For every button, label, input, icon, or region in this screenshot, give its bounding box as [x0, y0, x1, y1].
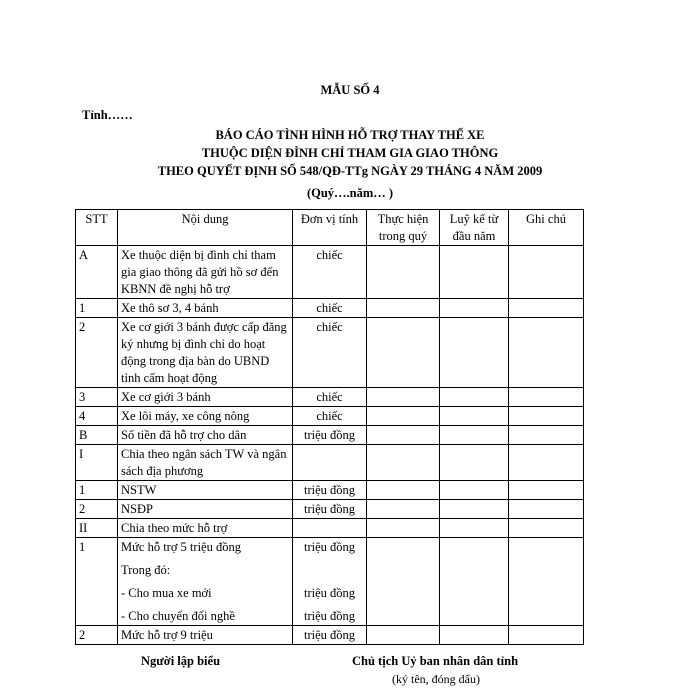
- cell-year-to-date[interactable]: [440, 445, 509, 481]
- chairman-label: Chủ tịch Uỷ ban nhân dân tỉnh: [352, 654, 519, 668]
- row-content-line: Trong đó:: [121, 563, 171, 577]
- cell-year-to-date[interactable]: [440, 299, 509, 318]
- row-stt: 1: [76, 481, 118, 500]
- header-notes: Ghi chú: [509, 210, 584, 246]
- row-stt: 1: [76, 299, 118, 318]
- cell-in-quarter[interactable]: [367, 388, 440, 407]
- row-content: [118, 500, 293, 519]
- table-header-row: [76, 210, 584, 246]
- row-content-line: Số tiền đã hỗ trợ cho dân: [121, 428, 247, 442]
- row-unit-line: chiếc: [316, 320, 343, 334]
- row-stt: 3: [76, 388, 118, 407]
- cell-year-to-date[interactable]: [440, 519, 509, 538]
- cell-notes[interactable]: [509, 538, 584, 626]
- cell-in-quarter[interactable]: [367, 318, 440, 388]
- row-content: [118, 481, 293, 500]
- cell-notes[interactable]: [509, 246, 584, 299]
- cell-notes[interactable]: [509, 299, 584, 318]
- row-stt: B: [76, 426, 118, 445]
- table-row: [76, 445, 584, 481]
- cell-in-quarter[interactable]: [367, 426, 440, 445]
- cell-notes[interactable]: [509, 318, 584, 388]
- row-content-line: Xe cơ giới 3 bánh: [121, 390, 211, 404]
- row-unit: [293, 407, 367, 426]
- table-row: [76, 299, 584, 318]
- cell-notes[interactable]: [509, 407, 584, 426]
- row-unit-line: triệu đồng: [303, 628, 356, 642]
- row-unit-line: triệu đồng: [303, 428, 356, 442]
- row-content: [118, 538, 293, 626]
- row-unit-line: chiếc: [316, 409, 343, 423]
- row-content: [118, 407, 293, 426]
- header-stt: STT: [76, 210, 118, 246]
- row-unit-line: chiếc: [316, 301, 343, 315]
- cell-in-quarter[interactable]: [367, 538, 440, 626]
- row-unit-line: [296, 562, 363, 579]
- cell-in-quarter[interactable]: [367, 519, 440, 538]
- row-unit-line: triệu đồng: [303, 502, 356, 516]
- row-content-line: - Cho chuyển đổi nghề: [121, 609, 235, 623]
- cell-year-to-date[interactable]: [440, 481, 509, 500]
- row-unit: [293, 500, 367, 519]
- cell-notes[interactable]: [509, 426, 584, 445]
- row-stt: A: [76, 246, 118, 299]
- row-unit: [293, 519, 367, 538]
- cell-in-quarter[interactable]: [367, 481, 440, 500]
- row-unit: [293, 445, 367, 481]
- row-content: [118, 626, 293, 645]
- row-content-line: - Cho mua xe mới: [121, 586, 212, 600]
- row-unit-line: [296, 520, 363, 537]
- row-content-line: Xe thuộc diện bị đình chỉ tham gia giao thông đã gửi hồ sơ đến KBNN đề nghị hỗ trợ: [121, 248, 279, 296]
- row-unit: [293, 299, 367, 318]
- row-content-line: NSĐP: [121, 502, 153, 516]
- cell-in-quarter[interactable]: [367, 299, 440, 318]
- row-content: [118, 246, 293, 299]
- row-unit-line: triệu đồng: [303, 609, 356, 623]
- row-content-line: Chia theo ngân sách TW và ngân sách địa phương: [121, 447, 287, 478]
- cell-notes[interactable]: [509, 445, 584, 481]
- row-content-line: Chia theo mức hỗ trợ: [121, 521, 228, 535]
- table-row: [76, 538, 584, 626]
- row-stt: 1: [76, 538, 118, 626]
- row-stt: 4: [76, 407, 118, 426]
- report-title-line-3: THEO QUYẾT ĐỊNH SỐ 548/QĐ-TTg NGÀY 29 THÁNG 4 NĂM 2009: [157, 164, 543, 178]
- report-table: [75, 209, 584, 645]
- row-stt: II: [76, 519, 118, 538]
- cell-in-quarter[interactable]: [367, 626, 440, 645]
- row-unit: [293, 538, 367, 626]
- row-stt: 2: [76, 500, 118, 519]
- row-stt: I: [76, 445, 118, 481]
- form-number: MẪU SỐ 4: [320, 83, 380, 97]
- report-title-line-2: THUỘC DIỆN ĐÌNH CHỈ THAM GIA GIAO THÔNG: [201, 146, 499, 160]
- table-row: [76, 407, 584, 426]
- cell-year-to-date[interactable]: [440, 407, 509, 426]
- row-unit-line: [296, 446, 363, 463]
- row-unit: [293, 626, 367, 645]
- row-unit: [293, 318, 367, 388]
- cell-year-to-date[interactable]: [440, 500, 509, 519]
- row-content-line: Mức hỗ trợ 5 triệu đồng: [121, 540, 241, 554]
- table-row: [76, 318, 584, 388]
- table-row: [76, 626, 584, 645]
- row-content: [118, 519, 293, 538]
- cell-year-to-date[interactable]: [440, 626, 509, 645]
- table-row: [76, 481, 584, 500]
- table-row: [76, 388, 584, 407]
- report-period: (Quý….năm… ): [306, 186, 394, 200]
- preparer-label: Người lập biểu: [141, 654, 221, 668]
- chairman-note: (ký tên, đóng dấu): [392, 672, 480, 686]
- row-content: [118, 388, 293, 407]
- cell-notes[interactable]: [509, 500, 584, 519]
- report-title-line-1: BÁO CÁO TÌNH HÌNH HỖ TRỢ THAY THẾ XE: [215, 128, 485, 142]
- row-unit-line: chiếc: [316, 248, 343, 262]
- row-unit: [293, 388, 367, 407]
- row-content-line: Mức hỗ trợ 9 triệu: [121, 628, 213, 642]
- cell-notes[interactable]: [509, 481, 584, 500]
- row-content-line: Xe lôi máy, xe công nông: [121, 409, 250, 423]
- table-row: [76, 519, 584, 538]
- cell-in-quarter[interactable]: [367, 445, 440, 481]
- row-unit: [293, 426, 367, 445]
- cell-year-to-date[interactable]: [440, 538, 509, 626]
- header-in-quarter: Thực hiện trong quý: [367, 210, 440, 246]
- row-unit-line: triệu đồng: [303, 483, 356, 497]
- cell-year-to-date[interactable]: [440, 318, 509, 388]
- row-stt: 2: [76, 318, 118, 388]
- cell-year-to-date[interactable]: [440, 426, 509, 445]
- cell-year-to-date[interactable]: [440, 388, 509, 407]
- row-unit-line: triệu đồng: [303, 540, 356, 554]
- row-unit-line: triệu đồng: [303, 586, 356, 600]
- cell-year-to-date[interactable]: [440, 246, 509, 299]
- header-unit: Đơn vị tính: [293, 210, 367, 246]
- cell-notes[interactable]: [509, 519, 584, 538]
- row-content: [118, 318, 293, 388]
- row-content: [118, 299, 293, 318]
- row-content: [118, 445, 293, 481]
- table-row: [76, 426, 584, 445]
- row-content-line: NSTW: [121, 483, 157, 497]
- province-label: Tỉnh……: [82, 108, 133, 122]
- cell-notes[interactable]: [509, 626, 584, 645]
- row-stt: 2: [76, 626, 118, 645]
- row-content: [118, 426, 293, 445]
- row-content-line: Xe cơ giới 3 bánh được cấp đăng ký nhưng bị đình chỉ do hoạt động trong địa bàn do UBND tỉnh cấm hoạt động: [121, 320, 287, 385]
- row-content-line: Xe thô sơ 3, 4 bánh: [121, 301, 219, 315]
- header-content: Nội dung: [118, 210, 293, 246]
- table-body: [76, 246, 584, 645]
- table-row: [76, 246, 584, 299]
- header-year-to-date: Luỹ kế từ đầu năm: [440, 210, 509, 246]
- row-unit: [293, 481, 367, 500]
- row-unit-line: chiếc: [316, 390, 343, 404]
- cell-in-quarter[interactable]: [367, 407, 440, 426]
- table-row: [76, 500, 584, 519]
- row-unit: [293, 246, 367, 299]
- cell-in-quarter[interactable]: [367, 246, 440, 299]
- cell-notes[interactable]: [509, 388, 584, 407]
- cell-in-quarter[interactable]: [367, 500, 440, 519]
